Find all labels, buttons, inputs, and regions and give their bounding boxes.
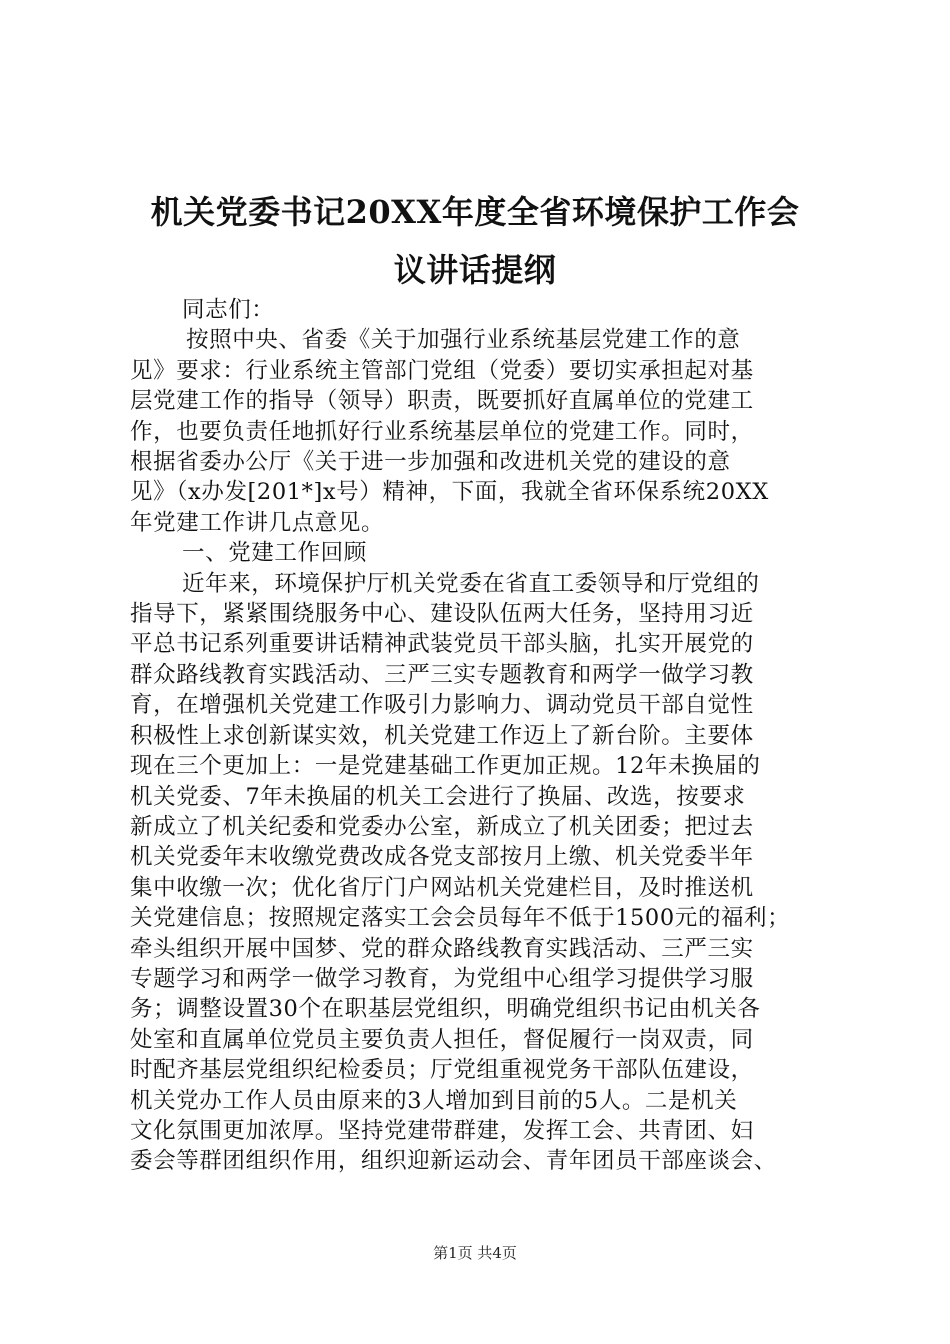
paragraph-line: 务；调整设置30个在职基层党组织，明确党组织书记由机关各 [130,996,761,1023]
paragraph-line: 处室和直属单位党员主要负责人担任，督促履行一岗双责，同 [130,1026,754,1053]
page-number: 第1页 共4页 [433,1244,517,1262]
paragraph-line: 按照中央、省委《关于加强行业系统基层党建工作的意 [186,327,741,354]
paragraph-line: 见》（x办发[201*]x号）精神，下面，我就全省环保系统20XX [130,479,769,506]
paragraph-line: 近年来，环境保护厅机关党委在省直工委领导和厅党组的 [182,570,760,597]
document-title [100,183,850,299]
paragraph-line: 根据省委办公厅《关于进一步加强和改进机关党的建设的意 [130,449,731,476]
paragraph-line: 作，也要负责任地抓好行业系统基层单位的党建工作。同时， [130,418,754,445]
document-body [130,295,842,1177]
paragraph-line: 集中收缴一次；优化省厅门户网站机关党建栏目，及时推送机 [130,874,754,901]
paragraph-line: 机关党办工作人员由原来的3人增加到目前的5人。二是机关 [130,1087,738,1114]
salutation: 同志们： [182,297,275,323]
paragraph-line: 专题学习和两学一做学习教育，为党组中心组学习提供学习服 [130,965,754,992]
paragraph-line: 平总书记系列重要讲话精神武装党员干部头脑，扎实开展党的 [130,631,754,658]
section-heading: 一、党建工作回顾 [182,540,367,567]
page-footer [0,1243,950,1263]
paragraph-line: 育，在增强机关党建工作吸引力影响力、调动党员干部自觉性 [130,692,754,719]
paragraph-line: 机关党委、7年未换届的机关工会进行了换届、改选，按要求 [130,783,746,810]
paragraph-line: 新成立了机关纪委和党委办公室，新成立了机关团委；把过去 [130,813,754,840]
paragraph-line: 指导下，紧紧围绕服务中心、建设队伍两大任务，坚持用习近 [130,601,754,628]
paragraph-line: 现在三个更加上：一是党建基础工作更加正规。12年未换届的 [130,753,761,780]
title-line-1: 机关党委书记20XX年度全省环境保护工作会 [150,193,800,231]
paragraph-line: 文化氛围更加浓厚。坚持党建带群建，发挥工会、共青团、妇 [130,1117,754,1144]
paragraph-line: 积极性上求创新谋实效，机关党建工作迈上了新台阶。主要体 [130,722,754,749]
paragraph-line: 层党建工作的指导（领导）职责，既要抓好直属单位的党建工 [130,388,754,415]
paragraph-line: 机关党委年末收缴党费改成各党支部按月上缴、机关党委半年 [130,844,754,871]
paragraph-line: 委会等群团组织作用，组织迎新运动会、青年团员干部座谈会、 [130,1148,777,1175]
paragraph-line: 牵头组织开展中国梦、党的群众路线教育实践活动、三严三实 [130,935,754,962]
paragraph-line: 关党建信息；按照规定落实工会会员每年不低于1500元的福利； [130,905,791,932]
paragraph-line: 年党建工作讲几点意见。 [130,509,385,536]
title-line-2: 议讲话提纲 [393,251,557,289]
paragraph-line: 群众路线教育实践活动、三严三实专题教育和两学一做学习教 [130,661,754,688]
paragraph-line: 见》要求：行业系统主管部门党组（党委）要切实承担起对基 [130,357,754,384]
paragraph-line: 时配齐基层党组织纪检委员；厅党组重视党务干部队伍建设， [130,1057,754,1084]
